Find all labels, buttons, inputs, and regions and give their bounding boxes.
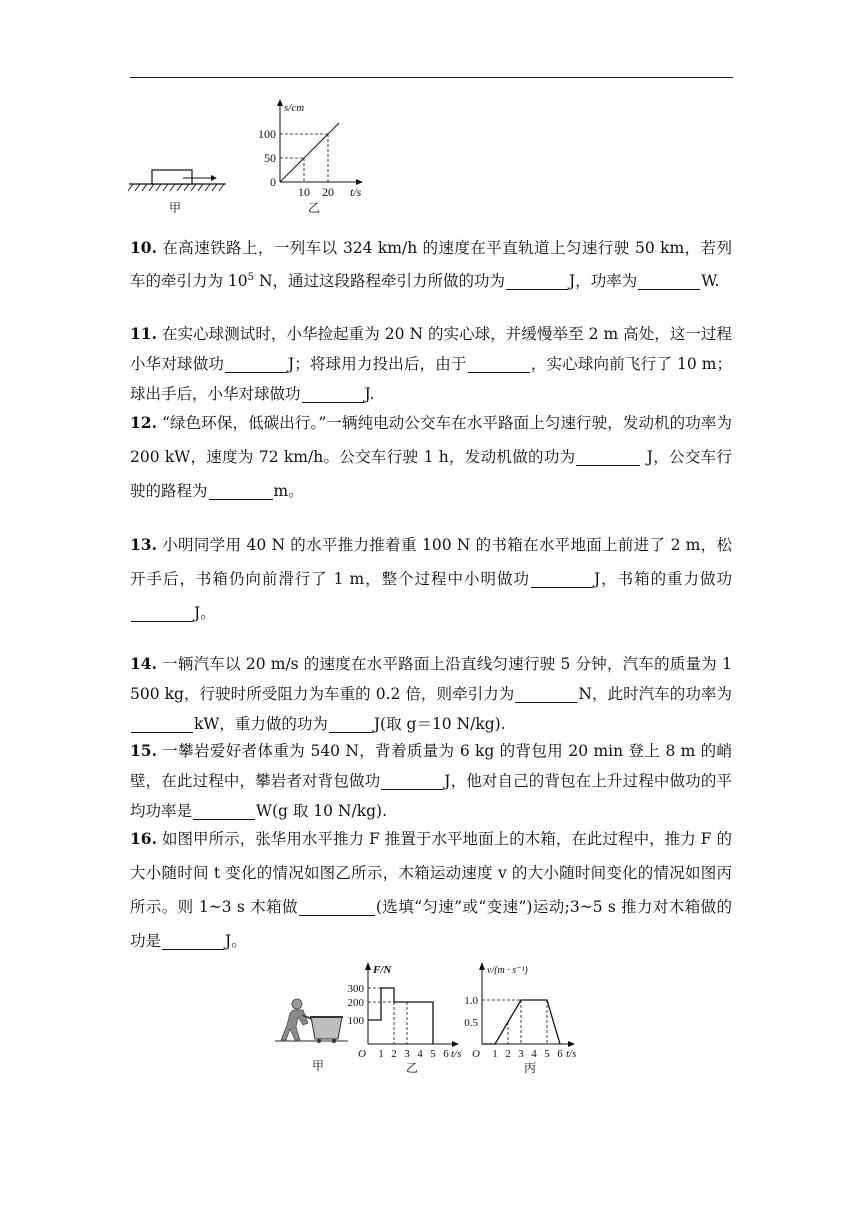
- caption-yi: 乙: [307, 201, 321, 215]
- question-text: J，功率为: [569, 272, 638, 291]
- question-text: 在实心球测试时，小华捡起重为 20 N 的实心球，并缓慢举至 2 m 高处，这一过程小华对球做功: [130, 325, 732, 373]
- answer-blank[interactable]: [638, 271, 700, 290]
- question-text: (选填“匀速”或“变速”)运动;3~5 s 推力对木箱做的功是: [130, 898, 732, 950]
- answer-blank[interactable]: [381, 771, 443, 790]
- question-14: [130, 649, 732, 739]
- y-tick-50: 50: [264, 151, 276, 165]
- answer-blank[interactable]: [131, 714, 193, 733]
- question-11: [130, 319, 732, 409]
- question-number: 12.: [130, 413, 157, 432]
- F-axis-label: F/N: [373, 964, 392, 976]
- question-number: 15.: [130, 741, 157, 760]
- answer-blank[interactable]: [225, 354, 287, 373]
- F-t-graph: [348, 962, 462, 1060]
- F-origin: O: [358, 1048, 366, 1060]
- answer-blank[interactable]: [162, 931, 224, 950]
- F-x-tick-6: 6: [443, 1048, 449, 1060]
- question-number: 14.: [130, 654, 157, 673]
- answer-blank[interactable]: [506, 271, 568, 290]
- s-t-graph: [258, 99, 363, 199]
- question-16: [130, 822, 732, 958]
- question-text: 如图甲所示，张华用水平推力 F 推置于水平地面上的木箱，在此过程中，推力 F 的大小随时间 t 变化的情况如图乙所示，木箱运动速度 v 的大小随时间变化的情况如图丙所示。则 1~3 s 木箱做: [130, 830, 732, 916]
- F-tick-100: 100: [347, 1015, 364, 1027]
- question-text: m。: [273, 482, 304, 500]
- question-number: 13.: [130, 535, 157, 554]
- figure-bottom: [270, 955, 595, 1085]
- question-text: N，此时汽车的功率为: [578, 685, 732, 703]
- v-x-tick-2: 2: [505, 1048, 511, 1060]
- F-tick-200: 200: [347, 997, 364, 1009]
- v-x-tick-4: 4: [531, 1048, 537, 1060]
- F-tick-300: 300: [347, 983, 364, 995]
- F-x-tick-1: 1: [378, 1048, 384, 1060]
- x-axis-label: t/s: [350, 185, 362, 199]
- question-number: 11.: [130, 324, 157, 343]
- question-text: 小明同学用 40 N 的水平推力推着重 100 N 的书箱在水平地面上前进了 2 m，松开手后，书箱仍向前滑行了 1 m，整个过程中小明做功: [130, 536, 732, 588]
- F-x-tick-5: 5: [430, 1048, 436, 1060]
- answer-blank[interactable]: [468, 354, 530, 373]
- answer-blank[interactable]: [209, 481, 273, 500]
- question-text: N，通过这段路程牵引力所做的功为: [254, 272, 506, 291]
- question-text: W(g 取 10 N/kg).: [256, 802, 387, 820]
- answer-blank[interactable]: [131, 603, 193, 622]
- v-x-tick-3: 3: [518, 1048, 524, 1060]
- F-x-tick-3: 3: [404, 1048, 410, 1060]
- question-number: 10.: [130, 238, 157, 257]
- question-text: J。: [225, 932, 247, 950]
- figure-jia-block-on-surface: [128, 170, 226, 191]
- v-x-axis-label: t/s: [566, 1048, 577, 1060]
- answer-blank[interactable]: [515, 684, 577, 703]
- question-15: [130, 736, 732, 826]
- answer-blank[interactable]: [193, 801, 255, 820]
- F-x-tick-4: 4: [417, 1048, 423, 1060]
- F-x-axis-label: t/s: [451, 1048, 462, 1060]
- question-text: kW，重力做的功为: [194, 715, 328, 733]
- caption-jia: 甲: [168, 201, 182, 215]
- question-text: J，公交车行驶的路程为: [130, 448, 732, 500]
- question-text: J；将球用力投出后，由于: [288, 355, 467, 373]
- v-origin: O: [472, 1048, 480, 1060]
- v-axis-label: v/(m · s⁻¹): [487, 965, 528, 976]
- caption-bing: 丙: [523, 1061, 537, 1075]
- v-x-tick-1: 1: [492, 1048, 498, 1060]
- F-x-tick-2: 2: [391, 1048, 397, 1060]
- question-text: J.: [364, 385, 375, 403]
- question-number: 16.: [130, 829, 157, 848]
- question-text: “绿色环保，低碳出行。”一辆纯电动公交车在水平路面上匀速行驶，发动机的功率为 200 kW，速度为 72 km/h。公交车行驶 1 h，发动机做的功为: [130, 414, 732, 466]
- answer-blank[interactable]: [329, 714, 373, 733]
- header-rule: [130, 77, 733, 78]
- person-pushing-box-illustration: [275, 999, 348, 1043]
- x-tick-10: 10: [298, 185, 310, 199]
- question-text: J，书箱的重力做功: [593, 570, 732, 588]
- answer-blank[interactable]: [302, 384, 364, 403]
- v-x-tick-5: 5: [544, 1048, 550, 1060]
- v-tick-0.5: 0.5: [464, 1017, 478, 1029]
- x-tick-20: 20: [322, 185, 334, 199]
- v-t-graph: [464, 962, 576, 1060]
- answer-blank[interactable]: [576, 447, 640, 466]
- figure-top: [125, 98, 375, 220]
- answer-blank[interactable]: [531, 569, 593, 588]
- question-text: J。: [194, 604, 216, 622]
- question-text: 一辆汽车以 20 m/s 的速度在水平路面上沿直线匀速行驶 5 分钟，汽车的质量为 1 500 kg，行驶时所受阻力为车重的 0.2 倍，则牵引力为: [130, 655, 732, 703]
- question-text: J(取 g＝10 N/kg).: [373, 715, 506, 733]
- y-tick-0: 0: [270, 175, 276, 189]
- y-tick-100: 100: [258, 127, 276, 141]
- answer-blank[interactable]: [299, 897, 375, 916]
- question-text: 在高速铁路上，一列车以 324 km/h 的速度在平直轨道上匀速行驶 50 km，若列车的牵引力为 10: [130, 239, 732, 291]
- exponent: 5: [247, 272, 255, 283]
- question-text: ，实心球向前飞行了 10 m；球出手后，小华对球做功: [130, 355, 732, 403]
- question-text: 一攀岩爱好者体重为 540 N，背着质量为 6 kg 的背包用 20 min 登上 8 m 的峭壁，在此过程中，攀岩者对背包做功: [130, 742, 732, 790]
- v-tick-1.0: 1.0: [464, 995, 478, 1007]
- y-axis-label: s/cm: [284, 102, 305, 114]
- question-10: [130, 233, 732, 296]
- question-12: [130, 406, 732, 508]
- v-x-tick-6: 6: [557, 1048, 563, 1060]
- caption-yi: 乙: [405, 1061, 419, 1075]
- question-text: W.: [701, 272, 720, 291]
- question-13: [130, 528, 732, 630]
- question-text: J，他对自己的背包在上升过程中做功的平均功率是: [130, 772, 732, 820]
- caption-jia: 甲: [311, 1059, 325, 1073]
